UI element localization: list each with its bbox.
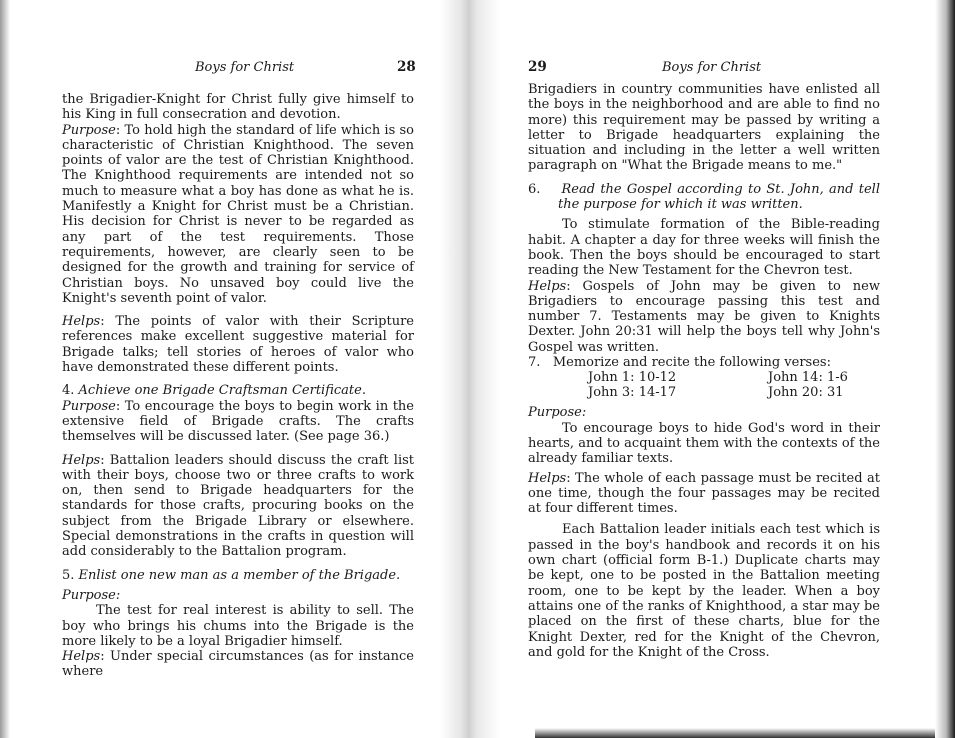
helps-paragraph: Helps: Under special circumstances (as for instance where <box>62 649 414 680</box>
verse-ref: John 14: 1-6 <box>768 370 848 386</box>
left-page <box>0 0 455 738</box>
helps-paragraph: Helps: The whole of each passage must be recited at one time, though the four passages may be recited at four different times. <box>528 470 880 517</box>
verse-ref: John 3: 14-17 <box>588 385 677 401</box>
purpose-label: Purpose: <box>62 587 121 603</box>
left-page-body <box>62 92 414 680</box>
helps-paragraph: Helps: The points of valor with their Scripture references make excellent suggestive material for Brigade talks; tell stories of heroes of valor who have demonstrated these different points. <box>62 314 414 376</box>
verse-list <box>588 370 880 400</box>
right-page-body <box>528 82 880 660</box>
paragraph: To stimulate formation of the Bible-reading habit. A chapter a day for three weeks will finish the book. Then the boys should be encouraged to start reading the New Testament for the Chevron test. <box>528 217 880 279</box>
paragraph: Each Battalion leader initials each test which is passed in the boy's handbook and records it on his own chart (official form B-1.) Duplicate charts may be kept, one to be posted in the Battalion meeting room, one to be kept by the leader. When a boy attains one of the ranks of Knighthood, a star may be placed on the first of these charts, blue for the Knight Dexter, red for the Knight of the Chevron, and gold for the Knight of the Cross. <box>528 522 880 660</box>
left-page-number: 28 <box>397 59 416 75</box>
purpose-paragraph: Purpose: To encourage the boys to begin work in the extensive field of Brigade crafts. The crafts themselves will be discussed later. (See page 36.) <box>62 398 414 445</box>
purpose-label: Purpose: <box>528 405 587 421</box>
paragraph: the Brigadier-Knight for Christ fully give himself to his King in full consecration and devotion. <box>62 92 414 123</box>
section-heading-4: 4. Achieve one Brigade Craftsman Certificate. <box>62 383 366 399</box>
verse-ref: John 20: 31 <box>768 385 844 401</box>
purpose-paragraph: Purpose: To hold high the standard of life which is so characteristic of Christian Knighthood. The seven points of valor are the test of Christian Knighthood. The Knighthood requirements are intended not so much to measure what a boy has done as what he is. Manifestly a Knight for Christ must be a Christian. His decision for Christ is never to be regarded as any part of the test requirements. Those requirements, however, are clearly seen to be designed for the growth and training for service of Christian boys. No unsaved boy could live the Knight's seventh point of valor. <box>62 122 414 306</box>
section-heading-5: 5. Enlist one new man as a member of the Brigade. <box>62 567 401 583</box>
verse-ref: John 1: 10-12 <box>588 370 677 386</box>
purpose-paragraph: To encourage boys to hide God's word in their hearts, and to acquaint them with the contexts of the already familiar texts. <box>528 420 880 467</box>
helps-paragraph: Helps: Battalion leaders should discuss the craft list with their boys, choose two or three crafts to work on, then send to Brigade headquarters for the standards for those crafts, procuring books on the subject from the Brigade Library or elsewhere. Special demonstrations in the crafts in question will add considerably to the Battalion program. <box>62 452 414 560</box>
section-heading-7: 7. Memorize and recite the following verses: <box>528 355 831 371</box>
purpose-paragraph: The test for real interest is ability to sell. The boy who brings his chums into the Brigade is the more likely to be a loyal Brigadier himself. <box>62 603 414 649</box>
left-running-header: Boys for Christ <box>195 60 295 75</box>
helps-paragraph: Helps: Gospels of John may be given to new Brigadiers to encourage passing this test and number 7. Testaments may be given to Knights Dexter. John 20:31 will help the boys tell why John's Gospel was written. <box>528 278 880 355</box>
right-running-header: Boys for Christ <box>662 60 762 75</box>
right-page <box>500 0 955 738</box>
paragraph: Brigadiers in country communities have enlisted all the boys in the neighborhood and are able to find no more) this requirement may be passed by writing a letter to Brigade headquarters explaining the situation and including in the letter a well written paragraph on "What the Brigade means to me." <box>528 82 880 174</box>
section-heading-6: 6. Read the Gospel according to St. John, and tell the purpose for which it was written. <box>528 181 880 213</box>
right-page-number: 29 <box>528 59 547 75</box>
